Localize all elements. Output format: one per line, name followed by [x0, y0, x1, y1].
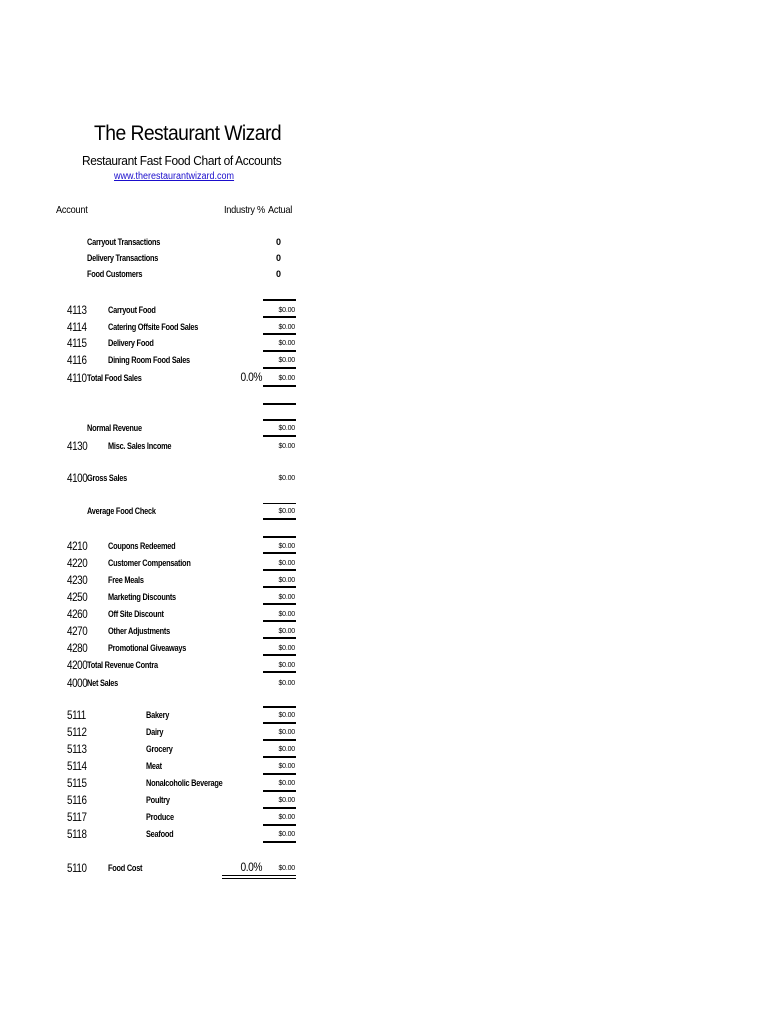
account-number: 4260	[67, 607, 88, 621]
double-underline-top	[222, 875, 296, 876]
underline	[263, 654, 296, 656]
account-label: Catering Offsite Food Sales	[108, 322, 199, 332]
account-label: Delivery Food	[108, 338, 154, 348]
account-number: 5116	[67, 793, 87, 807]
account-amount: $0.00	[278, 475, 295, 482]
account-number: 4200	[67, 658, 88, 672]
account-number: 4270	[67, 624, 88, 638]
account-label: Nonalcoholic Beverage	[146, 778, 223, 788]
account-amount: $0.00	[278, 375, 295, 382]
account-number: 5115	[67, 776, 87, 790]
account-label: Meat	[146, 761, 162, 771]
account-amount: $0.00	[278, 831, 295, 838]
account-number: 4116	[67, 353, 87, 367]
underline	[263, 722, 296, 724]
industry-percent: 0.0%	[240, 860, 262, 874]
average-food-check-label: Average Food Check	[87, 506, 156, 516]
net-sales-label: Net Sales	[87, 678, 119, 688]
account-amount: $0.00	[278, 780, 295, 787]
account-amount: $0.00	[278, 307, 295, 314]
account-label: Other Adjustments	[108, 626, 170, 636]
underline	[263, 841, 296, 843]
account-amount: $0.00	[278, 645, 295, 652]
underline	[263, 824, 296, 826]
account-amount: $0.00	[278, 628, 295, 635]
underline	[263, 403, 296, 405]
underline	[263, 333, 296, 335]
underline	[263, 586, 296, 588]
account-label: Produce	[146, 812, 174, 822]
account-amount: $0.00	[278, 746, 295, 753]
underline	[263, 503, 296, 504]
underline	[263, 536, 296, 538]
account-number: 4210	[67, 539, 88, 553]
underline	[263, 518, 296, 520]
account-label: Dairy	[146, 727, 164, 737]
account-label: Seafood	[146, 829, 174, 839]
total-revenue-contra-label: Total Revenue Contra	[87, 660, 158, 670]
account-amount: $0.00	[278, 680, 295, 687]
underline	[263, 316, 296, 318]
underline	[263, 637, 296, 639]
page-title: The Restaurant Wizard	[94, 122, 282, 145]
account-number: 5113	[67, 742, 87, 756]
count-label: Carryout Transactions	[87, 237, 161, 247]
account-number: 4250	[67, 590, 88, 604]
normal-revenue-label: Normal Revenue	[87, 423, 142, 433]
account-amount: $0.00	[278, 729, 295, 736]
underline	[263, 385, 296, 387]
account-number: 4230	[67, 573, 88, 587]
food-cost-label: Food Cost	[108, 863, 143, 873]
underline	[263, 435, 296, 437]
account-amount: $0.00	[278, 357, 295, 364]
account-label: Bakery	[146, 710, 170, 720]
count-label: Delivery Transactions	[87, 253, 159, 263]
underline	[263, 552, 296, 554]
underline	[263, 367, 296, 369]
account-label: Promotional Giveaways	[108, 643, 187, 653]
underline	[263, 569, 296, 571]
account-label: Grocery	[146, 744, 173, 754]
account-amount: $0.00	[278, 594, 295, 601]
account-number: 4113	[67, 303, 87, 317]
website-link[interactable]: www.therestaurantwizard.com	[114, 171, 235, 182]
account-amount: $0.00	[278, 577, 295, 584]
column-header-industry: Industry %	[224, 204, 266, 216]
count-label: Food Customers	[87, 269, 143, 279]
underline	[263, 603, 296, 605]
account-number: 5114	[67, 759, 87, 773]
account-number: 4220	[67, 556, 88, 570]
account-amount: $0.00	[278, 560, 295, 567]
account-amount: $0.00	[278, 611, 295, 618]
account-number: 4114	[67, 320, 87, 334]
account-number: 5110	[67, 861, 87, 875]
account-amount: $0.00	[278, 814, 295, 821]
column-header-actual: Actual	[268, 204, 293, 216]
total-food-sales-label: Total Food Sales	[87, 373, 142, 383]
account-amount: $0.00	[278, 508, 295, 515]
column-header-account: Account	[56, 204, 88, 216]
account-number: 5112	[67, 725, 87, 739]
account-number: 4115	[67, 336, 87, 350]
account-label: Customer Compensation	[108, 558, 191, 568]
account-amount: $0.00	[278, 797, 295, 804]
underline	[263, 807, 296, 809]
account-number: 4110	[67, 371, 87, 385]
account-number: 4000	[67, 676, 88, 690]
underline	[263, 299, 296, 301]
underline	[263, 350, 296, 352]
account-amount: $0.00	[278, 763, 295, 770]
underline	[263, 671, 296, 673]
count-value: 0	[276, 253, 282, 263]
industry-percent: 0.0%	[240, 370, 262, 384]
account-amount: $0.00	[278, 443, 295, 450]
account-label: Carryout Food	[108, 305, 156, 315]
account-label: Off Site Discount	[108, 609, 164, 619]
account-amount: $0.00	[278, 425, 295, 432]
account-amount: $0.00	[278, 712, 295, 719]
account-number: 5117	[67, 810, 87, 824]
account-label: Coupons Redeemed	[108, 541, 176, 551]
account-amount: $0.00	[278, 543, 295, 550]
account-amount: $0.00	[278, 324, 295, 331]
account-number: 4100	[67, 471, 88, 485]
account-label: Marketing Discounts	[108, 592, 176, 602]
account-amount: $0.00	[278, 662, 295, 669]
underline	[263, 773, 296, 775]
account-label: Misc. Sales Income	[108, 441, 172, 451]
account-number: 5111	[67, 708, 86, 722]
underline	[263, 419, 296, 421]
underline	[263, 620, 296, 622]
account-label: Free Meals	[108, 575, 144, 585]
gross-sales-label: Gross Sales	[87, 473, 127, 483]
account-amount: $0.00	[278, 865, 295, 872]
underline	[263, 790, 296, 792]
account-amount: $0.00	[278, 340, 295, 347]
page-subtitle: Restaurant Fast Food Chart of Accounts	[82, 153, 282, 168]
account-number: 4130	[67, 439, 88, 453]
count-value: 0	[276, 269, 282, 279]
account-number: 4280	[67, 641, 88, 655]
account-label: Poultry	[146, 795, 170, 805]
underline	[263, 756, 296, 758]
double-underline-bottom	[222, 878, 296, 879]
account-number: 5118	[67, 827, 87, 841]
account-label: Dining Room Food Sales	[108, 355, 190, 365]
count-value: 0	[276, 237, 282, 247]
underline	[263, 739, 296, 741]
underline	[263, 706, 296, 708]
